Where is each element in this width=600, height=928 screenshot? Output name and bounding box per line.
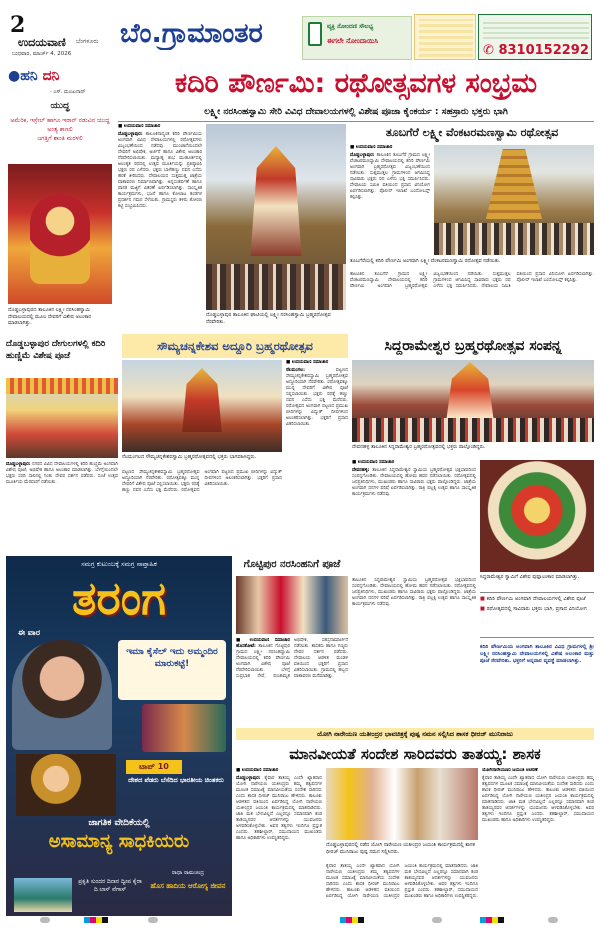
gottipura-people-photo [236, 576, 348, 634]
edition-label: ಬೆಂಗಳೂರು [76, 38, 99, 45]
header-ad-right-2 [478, 14, 592, 60]
dodda-temple-photo [6, 378, 118, 458]
soumya-place: ನೆಲಮಂಗಲ: [286, 368, 305, 373]
taranga-day: ಈ ವಾರ [18, 628, 40, 637]
siddarameshwara-photo1-caption: ದೇವನಹಳ್ಳಿ ತಾಲೂಕಿನ ಸಿದ್ದರಾಮೇಶ್ವರ ಬ್ರಹ್ಮರಥೋತ್ಸವದಲ್ಲಿ ಭಕ್ತರು ಪಾಲ್ಗೊಂಡಿದ್ದರು. [352, 444, 486, 450]
siddarameshwara-crowd-photo [352, 360, 594, 442]
taranga-cover-woman [12, 640, 112, 750]
lead-place: ದೊಡ್ಡಬಳ್ಳಾಪುರ: [118, 132, 143, 137]
taranga-big-title: ಅಸಾಮಾನ್ಯ ಸಾಧಕಿಯರು [48, 831, 190, 852]
bullet-item [480, 596, 594, 603]
lead-chariot-photo [206, 124, 346, 310]
phone-icon: ✆ [483, 43, 494, 58]
hani-dani-column [6, 64, 114, 334]
verse-line: ಅಮೆರಿಕ, ಇಸ್ರೇಲ್ ಹಾಗೂ ಇರಾನ್ ನಡುವಿನ ಯುದ್ಧ [10, 117, 110, 124]
tatayya-banner-text: ಯೋಗಿ ನಾರೇಯಣ ಯತೀಂದ್ರರ ಭಾವಚಿತ್ರಕ್ಕೆ ಪುಷ್ಪ ನಮನ ಸಲ್ಲಿಸಿದ ಶಾಸಕ ಧೀರಜ್ ಮುನಿರಾಜು [317, 730, 513, 738]
crowd-shape [206, 264, 346, 310]
taranga-tagline: ಸಮಗ್ರ ಕುಟುಂಬಕ್ಕೆ ಸಮಗ್ರ ಸಾಪ್ತಾಹಿಕ [81, 560, 157, 568]
color-bar [480, 917, 504, 923]
side-note-text: ಕದಿರಿ ಪೌರ್ಣಮಿಯ ಅಂಗವಾಗಿ ತಾಲೂಕಿನ ವಿವಿಧ ಗ್ರಾಮಗಳಲ್ಲಿ ಶ್ರೀ ಲಕ್ಷ್ಮೀ ನರಸಿಂಹಸ್ವಾಮಿ ದೇವಾಲಯಗಳಲ್ಲಿ ವಿಶೇಷ ಅಲಂಕಾರ ಮತ್ತು ಪೂಜೆ ನೆರವೇರಿತು. ಭಕ್ತರಿಗೆ ಅನ್ನದಾನ ವ್ಯವಸ್ಥೆ ಮಾಡಲಾಗಿತ್ತು. [480, 644, 594, 664]
tatayya-dateline: ■ ಉದಯವಾಣಿ ಸಮಾಚಾರ [236, 768, 279, 773]
dodda-body [6, 462, 118, 550]
paper-name: ಉದಯವಾಣಿ [18, 36, 66, 49]
taranga-queen-photo [16, 754, 116, 816]
ad-phone-number [483, 43, 589, 58]
tatayya-headline: ಮಾನವೀಯತೆ ಸಂದೇಶ ಸಾರಿದವರು ತಾತಯ್ಯ: ಶಾಸಕ [289, 745, 541, 763]
temple-tower-shape [486, 149, 542, 219]
venkataramana-body-text: ತಾಲೂಕಿನ ತೂಬಗೆರೆ ಗ್ರಾಮದ ಲಕ್ಷ್ಮೀ ವೆಂಕಟರಮಣಸ್ವಾಮಿ ದೇವಾಲಯದಲ್ಲಿ ಕದಿರಿ ಪೌರ್ಣಮಿ ಅಂಗವಾಗಿ ಬ್ರಹ್ಮರಥೋತ್ಸವ ವಿಜೃಂಭಣೆಯಿಂದ ನಡೆಯಿತು. ಸುತ್ತಮುತ್ತಲ ಗ್ರಾಮಗಳಿಂದ ಆಗಮಿಸಿದ್ದ ಸಾವಿರಾರು ಭಕ್ತರು ರಥ ಎಳೆದು ಭಕ್ತಿ ಸಮರ್ಪಿಸಿದರು. ದೇವಾಲಯ ಸಮಿತಿ ವತಿಯಿಂದ ಪ್ರಸಾದ ವಿನಿಯೋಗ ಏರ್ಪಡಿಸಲಾಗಿತ್ತು. ಪೊಲೀಸ್ ಇಲಾಖೆ ಬಂದೋಬಸ್ತ್ ಕಲ್ಪಿಸಿತ್ತು. [350, 153, 430, 200]
rule [118, 121, 594, 122]
taranga-credit: ರಾಧಾ ರಾಮಚಂದ್ರ [171, 870, 205, 876]
siddarameshwara-photo2-caption: ಸಿದ್ದರಾಮೇಶ್ವರ ಸ್ವಾಮಿಗೆ ವಿಶೇಷ ಪುಷ್ಪಾಲಂಕಾರ ಮಾಡಲಾಗಿತ್ತು. [480, 574, 580, 580]
venkataramana-dateline: ■ ಉದಯವಾಣಿ ಸಮಾಚಾರ [350, 145, 393, 150]
tatayya-body-middle [326, 864, 478, 910]
siddarameshwara-body-continued [352, 578, 476, 658]
taranga-ad [6, 556, 232, 916]
taranga-top10-badge [126, 760, 182, 774]
masthead [0, 0, 600, 62]
taranga-feature5: ಹೊಸ ಹಾದಿಯ ಆರೋಗ್ಯ ಜೀವನ [150, 882, 226, 890]
color-bar [84, 917, 108, 923]
crowd-shape [434, 223, 594, 255]
siddarameshwara-bullet-box [480, 592, 594, 638]
tatayya-banner [236, 728, 594, 740]
soumya-photo-caption: ನೆಲಮಂಗಲದ ಸೌಮ್ಯಚನ್ನಕೇಶವಸ್ವಾಮಿ ಬ್ರಹ್ಮರಥೋತ್ಸವದಲ್ಲಿ ಭಕ್ತರು ಭಾಗವಹಿಸಿದ್ದರು. [122, 454, 257, 460]
taranga-shopping-photo [142, 704, 226, 752]
siddarameshwara-flower-photo [480, 460, 594, 572]
dodda-headline: ದೊಡ್ಡಬಳ್ಳಾಪುರ ದೇಗುಲಗಳಲ್ಲಿ ಕದಿರಿ ಹುಣ್ಣಿಮೆ ವಿಶೇಷ ಪೂಜೆ [6, 339, 106, 361]
ad-graphic-lines [483, 19, 589, 39]
tatayya-subhead: ಯೋಗಿನಾರೇಯಣರ ಜಯಂತಿ ಆಚರಣೆ [482, 768, 538, 773]
lead-body-text: ತಾಲೂಕಿನಾದ್ಯಂತ ಕದಿರಿ ಪೌರ್ಣಮಿಯ ಅಂಗವಾಗಿ ವಿವಿಧ ದೇವಾಲಯಗಳಲ್ಲಿ ರಥೋತ್ಸವಗಳು ವಿಜೃಂಭಣೆಯಿಂದ ನಡೆದವು. ಮುಂಜಾನೆಯಿಂದಲೇ ದೇವರಿಗೆ ಅಭಿಷೇಕ, ಅರ್ಚನೆ ಹಾಗೂ ವಿಶೇಷ ಅಲಂಕಾರ ನೆರವೇರಿಸಲಾಯಿತು. ಮಧ್ಯಾಹ್ನ ಶುಭ ಮುಹೂರ್ತದಲ್ಲಿ ಅಲಂಕೃತ ರಥದಲ್ಲಿ ಉತ್ಸವ ಮೂರ್ತಿಯನ್ನು ಪ್ರತಿಷ್ಠಾಪಿಸಿ ಭಕ್ತರು ರಥ ಎಳೆದರು. ಭಕ್ತರು ಬಾಳೆಹಣ್ಣು ದವನ ಎಸೆದು ಹರಕೆ ತೀರಿಸಿದರು. ದೇವಾಲಯದ ಸುತ್ತಮುತ್ತ ಜಾತ್ರೆಯ ವಾತಾವರಣ ನಿರ್ಮಾಣವಾಗಿತ್ತು. ಅನ್ನಸಂತರ್ಪಣೆ ಹಾಗೂ ಪಾನಕ ಮಜ್ಜಿಗೆ ವಿತರಣೆ ಏರ್ಪಡಿಸಲಾಗಿತ್ತು. ಸಾಂಸ್ಕೃತಿಕ ಕಾರ್ಯಕ್ರಮಗಳು, ಭಜನೆ ಹಾಗೂ ಕೋಲಾಟ ತಂಡಗಳ ಪ್ರದರ್ಶನ ಗಮನ ಸೆಳೆಯಿತು. ಗ್ರಾಮಸ್ಥರು ತಳಿರು ತೋರಣ ಕಟ್ಟಿ ಸಂಭ್ರಮಿಸಿದರು. [118, 132, 202, 209]
brand-suffix: ದನಿ [42, 68, 60, 84]
lead-headline: ಕದಿರಿ ಪೌರ್ಣಮಿ: ರಥೋತ್ಸವಗಳ ಸಂಭ್ರಮ [174, 68, 538, 99]
tatayya-event-photo [326, 768, 478, 840]
taranga-title: ತರಂಗ [72, 571, 166, 625]
ad-line-1: ವ್ಯಕ್ತಿ ನೋಂದಣಿ ಸೌಲಭ್ಯ [327, 23, 374, 30]
venkataramana-photo-caption: ತೂಬಗೆರೆಯಲ್ಲಿ ಕದಿರಿ ಪೌರ್ಣಮಿ ಅಂಗವಾಗಿ ಲಕ್ಷ್ಮೀ ವೆಂಕಟರಮಣಸ್ವಾಮಿ ರಥೋತ್ಸವ ನಡೆಯಿತು. [350, 258, 501, 264]
deity-photo-caption: ದೊಡ್ಡಬಳ್ಳಾಪುರದ ತಾಲೂಕಿನ ಲಕ್ಷ್ಮೀ ನರಸಿಂಹಸ್ವಾಮಿ ದೇವಾಲಯದಲ್ಲಿ ಮೂಲ ದೇವರಿಗೆ ವಿಶೇಷ ಅಲಂಕಾರ ಮಾಡಲಾಗಿತ್ತು. [8, 307, 92, 326]
taranga-feature1: ಇಮಾ ಕೈಸೆಲ್ ಇದು ಅಮ್ಮಂದಿರ ಮಾರುಕಟ್ಟೆ! [126, 647, 218, 669]
bullet-text: ಕದಿರಿ ಪೌರ್ಣಮಿ ಅಂಗವಾಗಿ ದೇವಾಲಯಗಳಲ್ಲಿ ವಿಶೇಷ ಪೂಜೆ [486, 596, 586, 602]
siddarameshwara-dateline: ■ ಉದಯವಾಣಿ ಸಮಾಚಾರ [352, 460, 395, 465]
phone-graphic-icon [308, 22, 322, 46]
header-ad-center [302, 16, 412, 60]
crowd-shape [352, 418, 594, 442]
verse-line: ಜಗತ್ತಿಗೆ ಶಾಂತಿ ಮರಳಲಿ [37, 135, 83, 142]
dodda-body-text: ನಗರದ ವಿವಿಧ ದೇವಾಲಯಗಳಲ್ಲಿ ಕದಿರಿ ಹುಣ್ಣಿಮೆ ಅಂಗವಾಗಿ ವಿಶೇಷ ಪೂಜೆ, ಅಭಿಷೇಕ ಹಾಗೂ ಅಲಂಕಾರ ಮಾಡಲಾಗಿತ್ತು. ಬೆಳಗ್ಗೆಯಿಂದಲೇ ಭಕ್ತರು ಸರದಿ ಸಾಲಿನಲ್ಲಿ ನಿಂತು ದೇವರ ದರ್ಶನ ಪಡೆದರು. ಸಂಜೆ ಉತ್ಸವ ಮೂರ್ತಿಯ ಮೆರವಣಿಗೆ ನಡೆಯಿತು. [6, 462, 118, 485]
soumya-body-text: ಪಟ್ಟಣದ ಸೌಮ್ಯಚನ್ನಕೇಶವಸ್ವಾಮಿ ಬ್ರಹ್ಮರಥೋತ್ಸವ ಅದ್ದೂರಿಯಾಗಿ ನೆರವೇರಿತು. ರಥೋತ್ಸವಕ್ಕೂ ಮುನ್ನ ದೇವರಿಗೆ ವಿಶೇಷ ಪೂಜೆ ಸಲ್ಲಿಸಲಾಯಿತು. ಭಕ್ತರು ರಥಕ್ಕೆ ಹಣ್ಣು ದವನ ಎಸೆದು ಭಕ್ತಿ ಮೆರೆದರು. ರಥೋತ್ಸವದ ಅಂಗವಾಗಿ ಪಟ್ಟಣದ ಪ್ರಮುಖ ಬೀದಿಗಳನ್ನು ವಿದ್ಯುತ್ ದೀಪಗಳಿಂದ ಅಲಂಕರಿಸಲಾಗಿತ್ತು. ಭಕ್ತರಿಗೆ ಪ್ರಸಾದ ವಿತರಿಸಲಾಯಿತು. [286, 368, 348, 427]
registration-mark [148, 917, 158, 923]
decor-shape [6, 378, 118, 394]
tatayya-photo-caption: ದೊಡ್ಡಬಳ್ಳಾಪುರದಲ್ಲಿ ನಡೆದ ಯೋಗಿ ನಾರೇಯಣ ಯತೀಂದ್ರರ ಜಯಂತಿ ಕಾರ್ಯಕ್ರಮದಲ್ಲಿ ಶಾಸಕ ಧೀರಜ್ ಮುನಿರಾಜು ಪುಷ್ಪ ನಮನ ಸಲ್ಲಿಸಿದರು. [326, 842, 475, 855]
venkataramana-headline: ತೂಬಗೆರೆ ಲಕ್ಷ್ಮೀ ವೆಂಕಟರಮಣಸ್ವಾಮಿ ರಥೋತ್ಸವ [385, 126, 559, 139]
registration-mark [548, 917, 558, 923]
taranga-feature1-box [118, 640, 226, 700]
bullet-icon: ■ [480, 596, 487, 602]
dodda-place: ದೊಡ್ಡಬಳ್ಳಾಪುರ: [6, 462, 31, 467]
venkataramana-body-continued [350, 272, 594, 322]
gottipura-place: ಹೊಸಕೋಟೆ: [236, 644, 256, 649]
ad-phone-value: 8310152292 [498, 43, 589, 58]
bullet-text: ರಥೋತ್ಸವದಲ್ಲಿ ಸಾವಿರಾರು ಭಕ್ತರು ಭಾಗಿ, ಪ್ರಸಾದ ವಿನಿಯೋಗ [486, 606, 587, 612]
siddarameshwara-place: ದೇವನಹಳ್ಳಿ: [352, 468, 370, 473]
tatayya-body-text: ಕೈವಾರ ತಾತಯ್ಯ ಎಂದೇ ಖ್ಯಾತರಾದ ಯೋಗಿ ನಾರೇಯಣ ಯತೀಂದ್ರರು ತಮ್ಮ ತತ್ವಪದಗಳ ಮೂಲಕ ಸಮಾಜಕ್ಕೆ ಮಾನವೀಯತೆಯ ಸಂದೇಶ ಸಾರಿದರು ಎಂದು ಶಾಸಕ ಧೀರಜ್ ಮುನಿರಾಜು ಹೇಳಿದರು. ತಾಲೂಕು ಆಡಳಿತದ ವತಿಯಿಂದ ಏರ್ಪಡಿಸಿದ್ದ ಯೋಗಿ ನಾರೇಯಣ ಯತೀಂದ್ರರ ಜಯಂತಿ ಕಾರ್ಯಕ್ರಮದಲ್ಲಿ ಮಾತನಾಡಿದರು. ಜಾತಿ ಮತ ಭೇದವಿಲ್ಲದೆ ಎಲ್ಲರನ್ನೂ ಸಮಾನವಾಗಿ ಕಂಡ ತಾತಯ್ಯನವರ ಆದರ್ಶಗಳನ್ನು ಯುವಜನರು ಅಳವಡಿಸಿಕೊಳ್ಳಬೇಕು. ಅವರ ತತ್ವಗಳು ಇಂದಿಗೂ ಪ್ರಸ್ತುತ ಎಂದರು. ತಹಶೀಲ್ದಾರ್, ಸಮುದಾಯದ ಮುಖಂಡರು ಹಾಗೂ ಅಧಿಕಾರಿಗಳು ಉಪಸ್ಥಿತರಿದ್ದರು. [236, 776, 322, 841]
registration-mark [40, 917, 50, 923]
column-author: - ಎಸ್. ಮಂಜುನಾಥ್ [50, 89, 86, 95]
venkataramana-place: ದೊಡ್ಡಬಳ್ಳಾಪುರ: [350, 153, 375, 158]
header-ad-right-1 [414, 14, 476, 60]
footer-marks [0, 914, 600, 926]
taranga-feature2: ದೇಶದ ಪೆಡರು ಬೆಸೆದಿದ ಭಾರತೀಯ ಚಿಂತಕರು [128, 776, 224, 784]
taranga-top10: ಟಾಪ್ 10 [139, 762, 169, 771]
soumya-body-text-2: ಪಟ್ಟಣದ ಸೌಮ್ಯಚನ್ನಕೇಶವಸ್ವಾಮಿ ಬ್ರಹ್ಮರಥೋತ್ಸವ ಅದ್ದೂರಿಯಾಗಿ ನೆರವೇರಿತು. ರಥೋತ್ಸವಕ್ಕೂ ಮುನ್ನ ದೇವರಿಗೆ ವಿಶೇಷ ಪೂಜೆ ಸಲ್ಲಿಸಲಾಯಿತು. ಭಕ್ತರು ರಥಕ್ಕೆ ಹಣ್ಣು ದವನ ಎಸೆದು ಭಕ್ತಿ ಮೆರೆದರು. ರಥೋತ್ಸವದ ಅಂಗವಾಗಿ ಪಟ್ಟಣದ ಪ್ರಮುಖ ಬೀದಿಗಳನ್ನು ವಿದ್ಯುತ್ ದೀಪಗಳಿಂದ ಅಲಂಕರಿಸಲಾಗಿತ್ತು. ಭಕ್ತರಿಗೆ ಪ್ರಸಾದ ವಿತರಿಸಲಾಯಿತು. [122, 470, 282, 493]
siddarameshwara-side-note [480, 644, 594, 720]
soumya-headline: ಸೌಮ್ಯಚನ್ನಕೇಶವ ಅದ್ದೂರಿ ಬ್ರಹ್ಮರಥೋತ್ಸವ [157, 339, 313, 353]
tatayya-body-text-2: ಕೈವಾರ ತಾತಯ್ಯ ಎಂದೇ ಖ್ಯಾತರಾದ ಯೋಗಿ ನಾರೇಯಣ ಯತೀಂದ್ರರು ತಮ್ಮ ತತ್ವಪದಗಳ ಮೂಲಕ ಸಮಾಜಕ್ಕೆ ಮಾನವೀಯತೆಯ ಸಂದೇಶ ಸಾರಿದರು ಎಂದು ಶಾಸಕ ಧೀರಜ್ ಮುನಿರಾಜು ಹೇಳಿದರು. ತಾಲೂಕು ಆಡಳಿತದ ವತಿಯಿಂದ ಏರ್ಪಡಿಸಿದ್ದ ಯೋಗಿ ನಾರೇಯಣ ಯತೀಂದ್ರರ ಜಯಂತಿ ಕಾರ್ಯಕ್ರಮದಲ್ಲಿ ಮಾತನಾಡಿದರು. ಜಾತಿ ಮತ ಭೇದವಿಲ್ಲದೆ ಎಲ್ಲರನ್ನೂ ಸಮಾನವಾಗಿ ಕಂಡ ತಾತಯ್ಯನವರ ಆದರ್ಶಗಳನ್ನು ಯುವಜನರು ಅಳವಡಿಸಿಕೊಳ್ಳಬೇಕು. ಅವರ ತತ್ವಗಳು ಇಂದಿಗೂ ಪ್ರಸ್ತುತ ಎಂದರು. ತಹಶೀಲ್ದಾರ್, ಸಮುದಾಯದ ಮುಖಂಡರು ಹಾಗೂ ಅಧಿಕಾರಿಗಳು ಉಪಸ್ಥಿತರಿದ್ದರು. [326, 864, 478, 899]
lead-dateline: ■ ಉದಯವಾಣಿ ಸಮಾಚಾರ [118, 124, 161, 129]
tatayya-body-right [482, 768, 594, 908]
gottipura-headline: ಗೊಟ್ಟಿಪುರ ನರಸಿಂಹನಿಗೆ ಪೂಜೆ [243, 559, 341, 570]
chariot-shape [244, 146, 308, 256]
bullet-icon: ■ [480, 606, 487, 612]
gottipura-body-text: ತಾಲೂಕಿನ ಗೊಟ್ಟಿಪುರ ಗ್ರಾಮದ ಲಕ್ಷ್ಮೀ ನರಸಿಂಹಸ್ವಾಮಿ ದೇವಾಲಯದಲ್ಲಿ ಕದಿರಿ ಪೌರ್ಣಮಿ ಅಂಗವಾಗಿ ವಿಶೇಷ ಪೂಜೆ ನೆರವೇರಿಸಲಾಯಿತು. ಬೆಳಗ್ಗೆ ಸುಪ್ರಭಾತ ಸೇವೆ, ಪಂಚಾಮೃತ ಅಭಿಷೇಕ, ಸಹಸ್ರನಾಮಾರ್ಚನೆ ನಡೆಯಿತು. ಶಾಸಕರು ಹಾಗೂ ಗಣ್ಯರು ದೇವರ ದರ್ಶನ ಪಡೆದರು. ದೇವಾಲಯ ಆಡಳಿತ ಮಂಡಳಿ ವತಿಯಿಂದ ಭಕ್ತರಿಗೆ ಪ್ರಸಾದ ವಿತರಿಸಲಾಯಿತು. ಗ್ರಾಮದಲ್ಲಿ ಹಬ್ಬದ ವಾತಾವರಣ ಮನೆಮಾಡಿತ್ತು. [236, 638, 348, 679]
taranga-island-photo [14, 878, 72, 912]
tatayya-body-left [236, 768, 322, 908]
chariot-shape [444, 362, 496, 418]
soumya-headline-box [122, 334, 348, 358]
tatayya-place: ದೊಡ್ಡಬಳ್ಳಾಪುರ: [236, 776, 261, 781]
venkataramana-body [350, 145, 430, 255]
page-number: 2 [10, 12, 26, 38]
issue-date: ಬುಧವಾರ, ಮಾರ್ಚ್ 4, 2026 [12, 51, 72, 57]
venkataramana-body-text-2: ತಾಲೂಕಿನ ತೂಬಗೆರೆ ಗ್ರಾಮದ ಲಕ್ಷ್ಮೀ ವೆಂಕಟರಮಣಸ್ವಾಮಿ ದೇವಾಲಯದಲ್ಲಿ ಕದಿರಿ ಪೌರ್ಣಮಿ ಅಂಗವಾಗಿ ಬ್ರಹ್ಮರಥೋತ್ಸವ ವಿಜೃಂಭಣೆಯಿಂದ ನಡೆಯಿತು. ಸುತ್ತಮುತ್ತಲ ಗ್ರಾಮಗಳಿಂದ ಆಗಮಿಸಿದ್ದ ಸಾವಿರಾರು ಭಕ್ತರು ರಥ ಎಳೆದು ಭಕ್ತಿ ಸಮರ್ಪಿಸಿದರು. ದೇವಾಲಯ ಸಮಿತಿ ವತಿಯಿಂದ ಪ್ರಸಾದ ವಿನಿಯೋಗ ಏರ್ಪಡಿಸಲಾಗಿತ್ತು. ಪೊಲೀಸ್ ಇಲಾಖೆ ಬಂದೋಬಸ್ತ್ ಕಲ್ಪಿಸಿತ್ತು. [350, 272, 594, 289]
tatayya-body-text-3: ಕೈವಾರ ತಾತಯ್ಯ ಎಂದೇ ಖ್ಯಾತರಾದ ಯೋಗಿ ನಾರೇಯಣ ಯತೀಂದ್ರರು ತಮ್ಮ ತತ್ವಪದಗಳ ಮೂಲಕ ಸಮಾಜಕ್ಕೆ ಮಾನವೀಯತೆಯ ಸಂದೇಶ ಸಾರಿದರು ಎಂದು ಶಾಸಕ ಧೀರಜ್ ಮುನಿರಾಜು ಹೇಳಿದರು. ತಾಲೂಕು ಆಡಳಿತದ ವತಿಯಿಂದ ಏರ್ಪಡಿಸಿದ್ದ ಯೋಗಿ ನಾರೇಯಣ ಯತೀಂದ್ರರ ಜಯಂತಿ ಕಾರ್ಯಕ್ರಮದಲ್ಲಿ ಮಾತನಾಡಿದರು. ಜಾತಿ ಮತ ಭೇದವಿಲ್ಲದೆ ಎಲ್ಲರನ್ನೂ ಸಮಾನವಾಗಿ ಕಂಡ ತಾತಯ್ಯನವರ ಆದರ್ಶಗಳನ್ನು ಯುವಜನರು ಅಳವಡಿಸಿಕೊಳ್ಳಬೇಕು. ಅವರ ತತ್ವಗಳು ಇಂದಿಗೂ ಪ್ರಸ್ತುತ ಎಂದರು. ತಹಶೀಲ್ದಾರ್, ಸಮುದಾಯದ ಮುಖಂಡರು ಹಾಗೂ ಅಧಿಕಾರಿಗಳು ಉಪಸ್ಥಿತರಿದ್ದರು. [482, 776, 594, 823]
taranga-feature4: ಪ್ರಕೃತಿ ಸುಂದರ ದಿನಾರ ದ್ವೀಪ ಕೈರಾ ದಿ ಲಾಸ್ ವೆಗಾಸ್ [78, 879, 142, 893]
section-title: ಬೆಂ.ಗ್ರಾಮಾಂತರ [120, 18, 263, 49]
deity-garland [30, 194, 90, 284]
verse-line: ಅಂತ್ಯ ಕಾಣಲಿ [47, 126, 73, 133]
color-bar [340, 917, 364, 923]
ad-line-2: ಈಗಲೇ ನೋಂದಾಯಿಸಿ [327, 37, 379, 45]
soumya-body-bottom [122, 470, 282, 550]
column-title: ಯುದ್ಧ [50, 101, 70, 111]
lead-body [118, 124, 202, 318]
chariot-shape [180, 368, 224, 432]
registration-mark [432, 917, 442, 923]
soumya-chariot-photo [122, 360, 282, 452]
lead-photo-caption: ದೊಡ್ಡಬಳ್ಳಾಪುರ ತಾಲೂಕಿನ ಘಾಟಿಯಲ್ಲಿ ಲಕ್ಷ್ಮೀ ನರಸಿಂಹಸ್ವಾಮಿ ಬ್ರಹ್ಮರಥೋತ್ಸವ ನೆರವೇರಿತು. [206, 312, 331, 325]
column-verse [10, 116, 110, 143]
brand-drop-icon: ● [8, 68, 21, 84]
lead-subheadline: ಲಕ್ಷ್ಮೀ ನರಸಿಂಹಸ್ವಾಮಿ ಸೇರಿ ವಿವಿಧ ದೇವಾಲಯಗಳಲ್ಲಿ ವಿಶೇಷ ಪೂಜಾ ಕೈಂಕರ್ಯ : ಸಹಸ್ರಾರು ಭಕ್ತರು ಭಾಗಿ [204, 107, 508, 117]
venkataramana-temple-photo [434, 145, 594, 255]
column-brand [8, 68, 59, 84]
gottipura-body [236, 638, 348, 726]
soumya-body-right [286, 360, 348, 546]
bullet-item [480, 606, 594, 613]
deity-photo [8, 164, 112, 304]
siddarameshwara-body-text: ತಾಲೂಕಿನ ಸಿದ್ದರಾಮೇಶ್ವರ ಸ್ವಾಮಿಯ ಬ್ರಹ್ಮರಥೋತ್ಸವ ಭಕ್ತಿಭಾವದಿಂದ ಸಂಪನ್ನಗೊಂಡಿತು. ದೇವಾಲಯದಲ್ಲಿ ಹೋಮ ಹವನ ನಡೆಸಲಾಯಿತು. ರಥೋತ್ಸವದಲ್ಲಿ ಜನಪ್ರತಿನಿಧಿಗಳು, ಮುಖಂಡರು ಹಾಗೂ ಸಾವಿರಾರು ಭಕ್ತರು ಪಾಲ್ಗೊಂಡಿದ್ದರು. ಜಾತ್ರೆಯ ಅಂಗವಾಗಿ ದನಗಳ ಪರಿಷೆ ಏರ್ಪಡಿಸಲಾಗಿತ್ತು. ರಾತ್ರಿ ಪಲ್ಲಕ್ಕಿ ಉತ್ಸವ ಹಾಗೂ ಸಾಂಸ್ಕೃತಿಕ ಕಾರ್ಯಕ್ರಮಗಳು ನಡೆದವು. [352, 468, 476, 497]
gottipura-dateline: ■ ಉದಯವಾಣಿ ಸಮಾಚಾರ [236, 638, 290, 643]
ad-graphic [419, 19, 473, 57]
siddarameshwara-headline: ಸಿದ್ದರಾಮೇಶ್ವರ ಬ್ರಹ್ಮರಥೋತ್ಸವ ಸಂಪನ್ನ [384, 338, 562, 354]
soumya-dateline: ■ ಉದಯವಾಣಿ ಸಮಾಚಾರ [286, 360, 329, 365]
siddarameshwara-body-text-2: ತಾಲೂಕಿನ ಸಿದ್ದರಾಮೇಶ್ವರ ಸ್ವಾಮಿಯ ಬ್ರಹ್ಮರಥೋತ್ಸವ ಭಕ್ತಿಭಾವದಿಂದ ಸಂಪನ್ನಗೊಂಡಿತು. ದೇವಾಲಯದಲ್ಲಿ ಹೋಮ ಹವನ ನಡೆಸಲಾಯಿತು. ರಥೋತ್ಸವದಲ್ಲಿ ಜನಪ್ರತಿನಿಧಿಗಳು, ಮುಖಂಡರು ಹಾಗೂ ಸಾವಿರಾರು ಭಕ್ತರು ಪಾಲ್ಗೊಂಡಿದ್ದರು. ಜಾತ್ರೆಯ ಅಂಗವಾಗಿ ದನಗಳ ಪರಿಷೆ ಏರ್ಪಡಿಸಲಾಗಿತ್ತು. ರಾತ್ರಿ ಪಲ್ಲಕ್ಕಿ ಉತ್ಸವ ಹಾಗೂ ಸಾಂಸ್ಕೃತಿಕ ಕಾರ್ಯಕ್ರಮಗಳು ನಡೆದವು. [352, 578, 476, 607]
siddarameshwara-body [352, 460, 476, 576]
brand-prefix: ಹನಿ [20, 68, 38, 84]
taranga-feature3: ಜಾಗತಿಕ ವೇದಿಕೆಯಲ್ಲಿ [88, 818, 150, 828]
